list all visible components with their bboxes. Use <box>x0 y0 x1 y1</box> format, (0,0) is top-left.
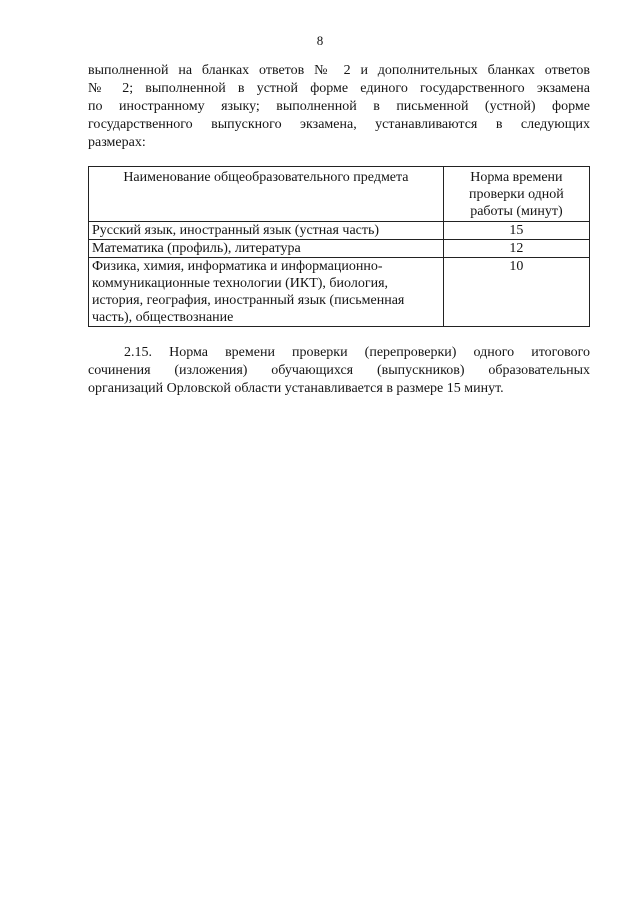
subject-column-header: Наименование общеобразовательного предмета <box>89 167 444 222</box>
table-header-row <box>89 167 590 222</box>
closing-line: 2.15. Норма времени проверки (перепроверки) одного итогового <box>124 345 590 360</box>
closing-line: сочинения (изложения) обучающихся (выпускников) образовательных <box>88 363 590 378</box>
table-row <box>89 240 590 258</box>
table-row <box>89 258 590 327</box>
subject-cell: Русский язык, иностранный язык (устная часть) <box>89 222 444 240</box>
norms-table <box>88 166 590 327</box>
intro-line: по иностранному языку; выполненной в письменной (устной) форме <box>88 99 590 114</box>
closing-line: организаций Орловской области устанавливается в размере 15 минут. <box>88 381 504 396</box>
subject-cell: Физика, химия, информатика и информационно-коммуникационные технологии (ИКТ), биология, история, география, иностранный язык (письменная часть), обществознание <box>89 258 444 327</box>
intro-paragraph <box>88 62 590 152</box>
subject-cell: Математика (профиль), литература <box>89 240 444 258</box>
intro-line: размерах: <box>88 135 146 150</box>
norm-cell: 10 <box>443 258 589 327</box>
closing-paragraph <box>88 344 590 398</box>
norm-column-header: Норма времени проверки одной работы (минут) <box>443 167 589 222</box>
intro-line: выполненной на бланках ответов № 2 и дополнительных бланках ответов <box>88 63 590 78</box>
intro-line: № 2; выполненной в устной форме единого государственного экзамена <box>88 81 590 96</box>
table-row <box>89 222 590 240</box>
page-number: 8 <box>316 33 324 48</box>
intro-line: государственного выпускного экзамена, устанавливаются в следующих <box>88 117 590 132</box>
norm-cell: 15 <box>443 222 589 240</box>
norm-cell: 12 <box>443 240 589 258</box>
